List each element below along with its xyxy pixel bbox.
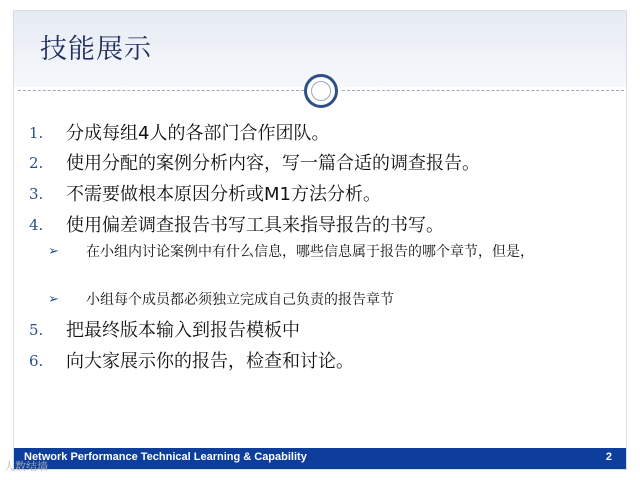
title-divider-right [342, 90, 624, 91]
footer-text: Network Performance Technical Learning & Capability [24, 451, 307, 463]
circle-ornament-icon [304, 74, 338, 108]
list-text: 不需要做根本原因分析或M1方法分析。 [66, 184, 381, 205]
footer-bar [14, 448, 626, 469]
list-number: 3. [29, 185, 44, 203]
list-text: 把最终版本输入到报告模板中 [66, 320, 300, 341]
list-number: 4. [29, 216, 44, 234]
list-text: 向大家展示你的报告，检查和讨论。 [66, 351, 354, 372]
list-number: 5. [29, 321, 44, 339]
sub-list-text: 小组每个成员都必须独立完成自己负责的报告章节 [86, 292, 394, 308]
title-divider-left [18, 90, 304, 91]
page-number: 2 [605, 451, 612, 463]
list-number: 6. [29, 352, 44, 370]
slide-title: 技能展示 [40, 34, 152, 65]
list-number: 1. [29, 124, 44, 142]
list-text: 使用偏差调查报告书写工具来指导报告的书写。 [66, 215, 444, 236]
arrow-bullet-icon: ➢ [48, 292, 59, 307]
list-number: 2. [29, 154, 44, 172]
list-text: 使用分配的案例分析内容，写一篇合适的调查报告。 [66, 153, 480, 174]
slide [13, 10, 627, 470]
list-text: 分成每组4人的各部门合作团队。 [66, 123, 330, 144]
arrow-bullet-icon: ➢ [48, 244, 59, 259]
sub-list-text: 在小组内讨论案例中有什么信息，哪些信息属于报告的哪个章节，但是， [86, 244, 534, 260]
watermark: 人数结墙 [4, 460, 48, 473]
